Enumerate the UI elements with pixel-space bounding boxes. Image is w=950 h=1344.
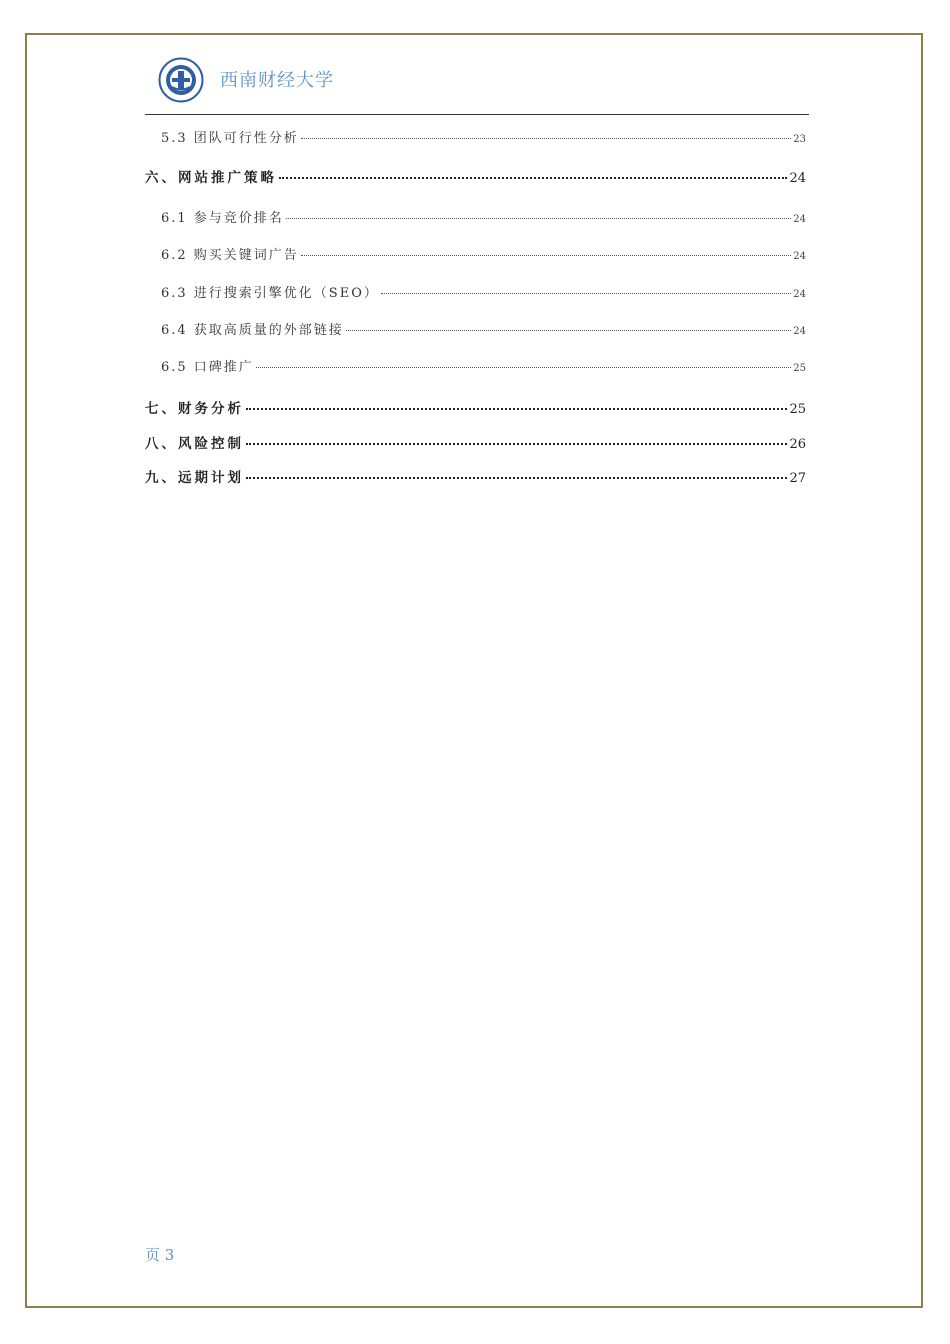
toc-entry[interactable] [145,466,806,486]
toc-leader-dots [279,177,787,179]
toc-entry[interactable] [161,244,806,263]
toc-entry-label: 6.5 口碑推广 [161,360,254,375]
toc-entry[interactable] [161,356,806,375]
page-number: 页 3 [145,1246,175,1264]
header-divider [145,114,809,115]
toc-entry-label: 九、远期计划 [145,470,244,486]
toc-entry[interactable] [161,282,806,301]
toc-entry[interactable] [161,127,806,146]
toc-entry-page: 26 [789,437,806,452]
toc-leader-dots [346,330,791,331]
toc-entry-label: 6.1 参与竞价排名 [161,211,284,226]
university-name: 西南财经大学 [220,70,334,91]
toc-leader-dots [256,367,791,368]
toc-entry-label: 八、风险控制 [145,436,244,452]
toc-entry[interactable] [161,207,806,226]
toc-entry-label: 6.4 获取高质量的外部链接 [161,323,344,338]
toc-entry-label: 5.3 团队可行性分析 [161,131,299,146]
toc-leader-dots [246,477,787,479]
toc-leader-dots [381,293,791,294]
toc-leader-dots [301,138,791,139]
toc-entry-label: 6.3 进行搜索引擎优化（SEO） [161,286,379,301]
toc-leader-dots [246,443,787,445]
toc-entry-page: 25 [789,402,806,417]
toc-entry[interactable] [145,166,806,186]
university-seal-icon [158,57,204,103]
toc-leader-dots [286,218,791,219]
toc-entry[interactable] [145,432,806,452]
toc-entry-page: 24 [793,289,806,300]
toc-entry-page: 23 [793,134,806,145]
toc-entry-page: 25 [793,363,806,374]
toc-entry-page: 24 [793,251,806,262]
toc-leader-dots [301,255,791,256]
toc-entry-page: 24 [793,326,806,337]
toc-leader-dots [246,408,787,410]
toc-entry-page: 24 [789,171,806,186]
toc-entry-label: 六、网站推广策略 [145,170,277,186]
toc-entry-label: 6.2 购买关键词广告 [161,248,299,263]
toc-entry[interactable] [161,319,806,338]
toc-entry-label: 七、财务分析 [145,401,244,417]
toc-entry-page: 24 [793,214,806,225]
toc-entry[interactable] [145,397,806,417]
toc-entry-page: 27 [789,471,806,486]
